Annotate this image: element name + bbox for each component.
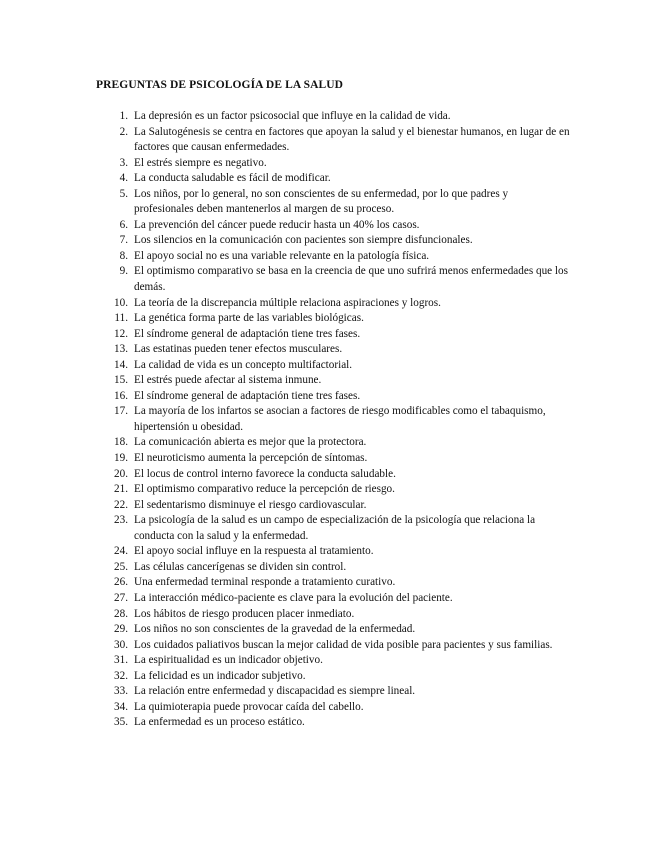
question-number: 30. <box>114 638 128 651</box>
question-text: La interacción médico-paciente es clave para la evolución del paciente. <box>134 591 453 604</box>
question-number: 3. <box>119 156 128 169</box>
question-text: La genética forma parte de las variables biológicas. <box>134 312 364 325</box>
question-text: La espiritualidad es un indicador objetivo. <box>134 654 323 667</box>
question-text: La psicología de la salud es un campo de especialización de la psicología que relaciona la conducta con la salud y la enfermedad. <box>134 514 536 542</box>
question-item <box>100 389 570 405</box>
question-number: 15. <box>114 374 128 387</box>
question-item <box>100 653 570 669</box>
question-item <box>100 404 570 435</box>
question-number: 8. <box>119 249 128 262</box>
question-text: El apoyo social no es una variable relevante en la patología física. <box>134 249 430 262</box>
question-list <box>100 109 570 731</box>
question-number: 17. <box>114 405 128 418</box>
question-item <box>100 125 570 156</box>
question-text: El neuroticismo aumenta la percepción de síntomas. <box>134 452 368 465</box>
question-item <box>100 560 570 576</box>
question-item <box>100 435 570 451</box>
question-text: El optimismo comparativo se basa en la creencia de que uno sufrirá menos enfermedades que los demás. <box>134 265 568 294</box>
question-item <box>100 233 570 249</box>
question-item <box>100 264 570 295</box>
question-item <box>100 187 570 218</box>
question-number: 2. <box>119 125 128 138</box>
question-text: El estrés puede afectar al sistema inmune. <box>134 374 322 387</box>
question-text: La comunicación abierta es mejor que la protectora. <box>134 436 367 449</box>
question-text: La teoría de la discrepancia múltiple relaciona aspiraciones y logros. <box>134 296 441 309</box>
question-item <box>100 638 570 654</box>
question-item <box>100 249 570 265</box>
question-text: Una enfermedad terminal responde a tratamiento curativo. <box>134 576 396 589</box>
question-text: La Salutogénesis se centra en factores que apoyan la salud y el bienestar humanos, en lugar de en factores que causan enfermedades. <box>134 125 570 154</box>
question-text: Los silencios en la comunicación con pacientes son siempre disfuncionales. <box>134 234 473 247</box>
question-text: La mayoría de los infartos se asocian a factores de riesgo modificables como el tabaquismo, hipertensión u obesidad. <box>134 405 546 433</box>
question-number: 16. <box>114 389 128 402</box>
question-number: 14. <box>114 358 128 371</box>
question-text: Las células cancerígenas se dividen sin control. <box>134 560 347 573</box>
question-number: 13. <box>114 343 128 356</box>
question-number: 29. <box>114 623 128 636</box>
question-text: El apoyo social influye en la respuesta al tratamiento. <box>134 545 374 558</box>
question-text: La depresión es un factor psicosocial que influye en la calidad de vida. <box>134 110 451 122</box>
question-text: La enfermedad es un proceso estático. <box>134 716 305 729</box>
question-number: 32. <box>114 669 128 682</box>
question-item <box>100 575 570 591</box>
question-number: 20. <box>114 467 128 480</box>
question-text: El locus de control interno favorece la conducta saludable. <box>134 467 396 480</box>
question-number: 9. <box>119 265 128 278</box>
question-number: 23. <box>114 514 128 527</box>
question-text: Las estatinas pueden tener efectos musculares. <box>134 343 343 356</box>
question-item <box>100 715 570 731</box>
question-text: La felicidad es un indicador subjetivo. <box>134 669 306 682</box>
question-item <box>100 171 570 187</box>
question-number: 34. <box>114 700 128 713</box>
question-number: 12. <box>114 327 128 340</box>
question-item <box>100 591 570 607</box>
question-text: El síndrome general de adaptación tiene tres fases. <box>134 327 361 340</box>
question-item <box>100 513 570 544</box>
question-number: 28. <box>114 607 128 620</box>
question-number: 5. <box>119 187 128 200</box>
question-number: 6. <box>119 218 128 231</box>
question-text: Los cuidados paliativos buscan la mejor calidad de vida posible para pacientes y sus familias. <box>134 638 553 651</box>
question-item <box>100 156 570 172</box>
question-number: 4. <box>119 172 128 185</box>
page-title: PREGUNTAS DE PSICOLOGÍA DE LA SALUD <box>96 79 344 91</box>
question-text: El sedentarismo disminuye el riesgo cardiovascular. <box>134 498 367 511</box>
question-item <box>100 451 570 467</box>
question-item <box>100 684 570 700</box>
question-number: 27. <box>114 591 128 604</box>
question-text: Los hábitos de riesgo producen placer inmediato. <box>134 607 355 620</box>
question-number: 1. <box>119 110 128 122</box>
question-number: 31. <box>114 654 128 667</box>
question-text: El estrés siempre es negativo. <box>134 156 267 169</box>
question-text: El optimismo comparativo reduce la percepción de riesgo. <box>134 483 395 496</box>
question-item <box>100 311 570 327</box>
question-number: 24. <box>114 545 128 558</box>
question-item <box>100 482 570 498</box>
question-text: La conducta saludable es fácil de modificar. <box>134 172 331 185</box>
question-number: 26. <box>114 576 128 589</box>
question-number: 10. <box>114 296 128 309</box>
question-text: Los niños no son conscientes de la gravedad de la enfermedad. <box>134 623 416 636</box>
question-item <box>100 669 570 685</box>
question-text: La calidad de vida es un concepto multifactorial. <box>134 358 353 371</box>
question-text: La relación entre enfermedad y discapacidad es siempre lineal. <box>134 685 416 698</box>
question-number: 21. <box>114 483 128 496</box>
question-item <box>100 607 570 623</box>
question-text: La prevención del cáncer puede reducir hasta un 40% los casos. <box>134 218 420 231</box>
question-item <box>100 373 570 389</box>
question-number: 19. <box>114 452 128 465</box>
question-number: 7. <box>119 234 128 247</box>
question-number: 35. <box>114 716 128 729</box>
question-item <box>100 327 570 343</box>
question-number: 18. <box>114 436 128 449</box>
question-item <box>100 544 570 560</box>
question-number: 25. <box>114 560 128 573</box>
question-text: El síndrome general de adaptación tiene tres fases. <box>134 389 361 402</box>
question-item <box>100 622 570 638</box>
question-text: La quimioterapia puede provocar caída del cabello. <box>134 700 364 713</box>
question-text: Los niños, por lo general, no son conscientes de su enfermedad, por lo que padres y profesionales deben mantenerlos al margen de su proceso. <box>134 187 509 216</box>
question-number: 11. <box>114 312 128 325</box>
question-number: 22. <box>114 498 128 511</box>
question-item <box>100 498 570 514</box>
question-item <box>100 467 570 483</box>
question-number: 33. <box>114 685 128 698</box>
question-item <box>100 342 570 358</box>
question-item <box>100 218 570 234</box>
question-item <box>100 296 570 312</box>
question-item <box>100 358 570 374</box>
question-item <box>100 109 570 125</box>
question-item <box>100 700 570 716</box>
